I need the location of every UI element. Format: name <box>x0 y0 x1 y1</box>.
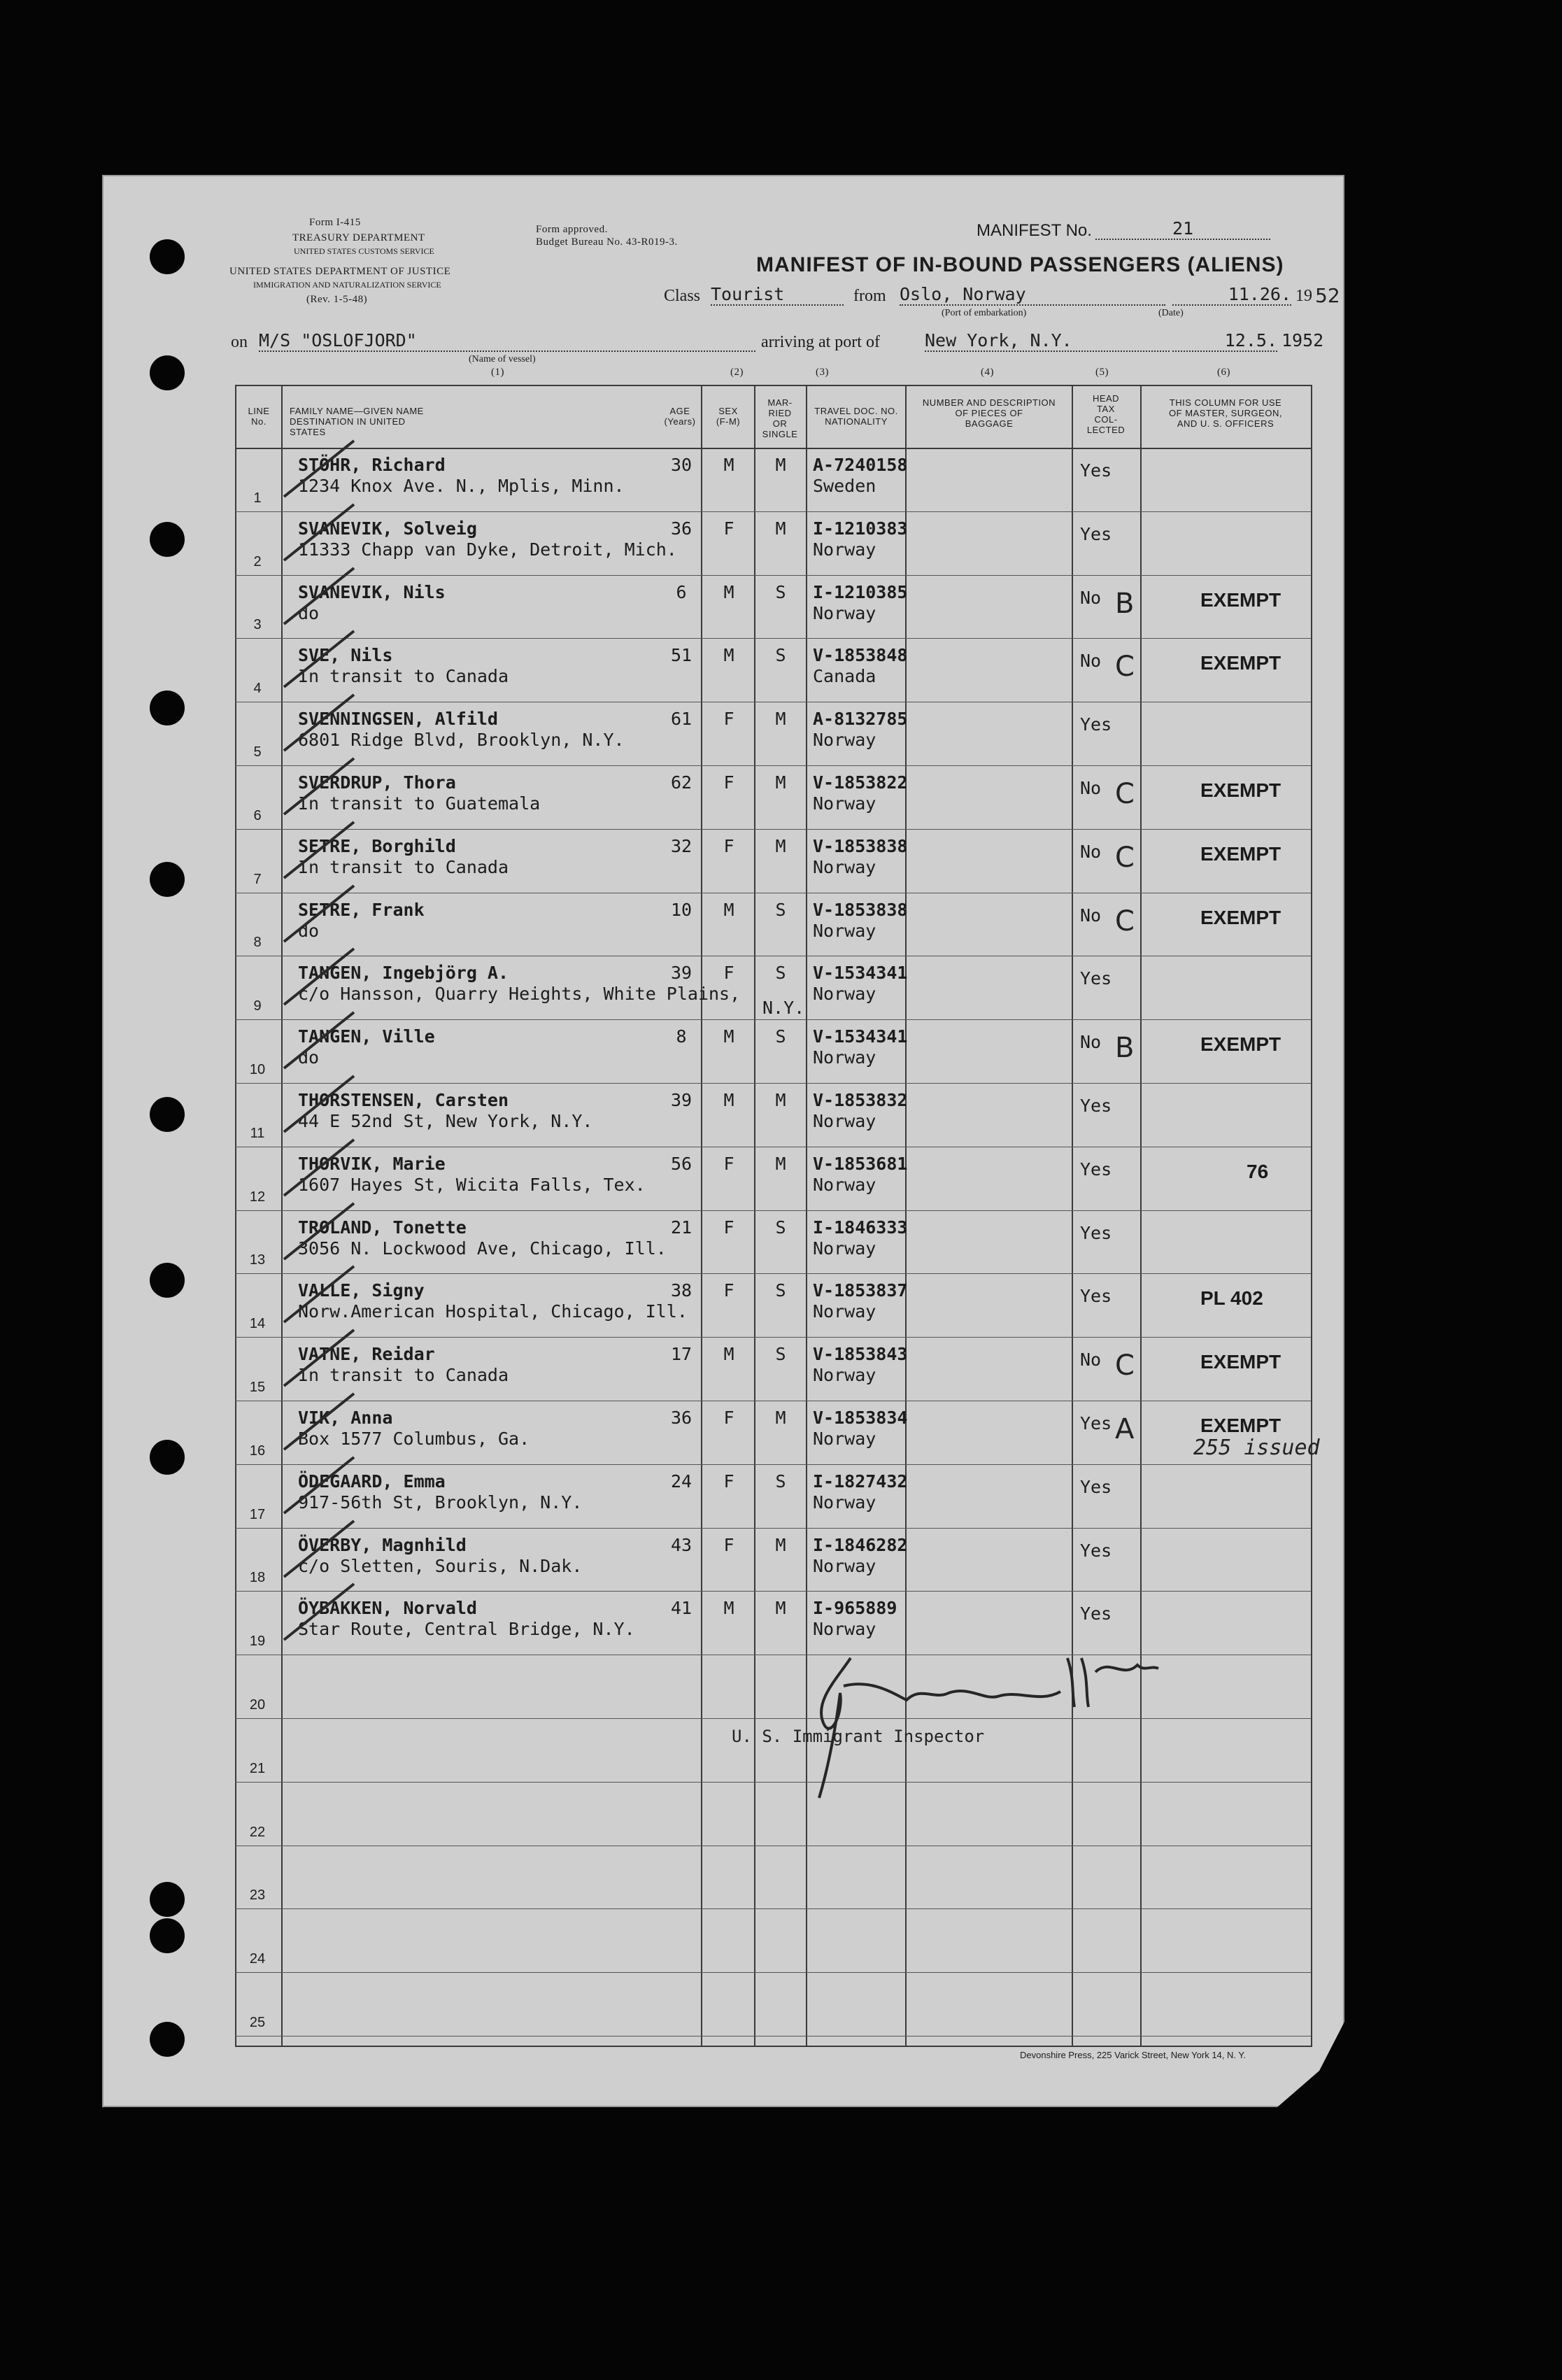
marital-status: M <box>775 455 786 475</box>
age: 61 <box>670 709 693 730</box>
sex: F <box>723 1280 734 1301</box>
head-tax: No <box>1080 651 1102 672</box>
age: 36 <box>670 1408 693 1428</box>
destination: In transit to Canada <box>298 666 509 687</box>
sex: F <box>723 772 734 793</box>
travel-doc-no: V-1853832 <box>813 1090 908 1110</box>
line-number: 22 <box>249 1824 266 1840</box>
travel-doc-no: I-1827432 <box>813 1471 908 1492</box>
ins-service: IMMIGRATION AND NATURALIZATION SERVICE <box>253 280 441 290</box>
justice-department: UNITED STATES DEPARTMENT OF JUSTICE <box>229 266 451 277</box>
marital-status: M <box>775 835 786 856</box>
nationality: Norway <box>813 1174 876 1195</box>
marital-status: M <box>775 772 786 793</box>
row-divider <box>235 2036 1311 2037</box>
punch-hole <box>150 239 185 274</box>
sex: F <box>723 709 734 730</box>
officer-mark: C <box>1115 841 1135 874</box>
punch-hole <box>150 1882 185 1917</box>
class-label: Class <box>664 287 701 305</box>
line-number: 6 <box>253 807 262 823</box>
officer-mark: C <box>1115 905 1135 937</box>
destination-continued: N.Y. <box>762 998 805 1019</box>
check-mark <box>277 1514 361 1584</box>
destination: 11333 Chapp van Dyke, Detroit, Mich. <box>298 539 677 560</box>
line-number: 2 <box>253 553 262 569</box>
officer-note: EXEMPT <box>1200 652 1281 674</box>
nationality: Norway <box>813 1047 876 1068</box>
nationality: Norway <box>813 793 876 814</box>
destination: 3056 N. Lockwood Ave, Chicago, Ill. <box>298 1238 667 1259</box>
column-number-2: (2) <box>730 367 744 378</box>
marital-status: M <box>775 518 786 539</box>
row-divider <box>235 829 1311 830</box>
age: 21 <box>670 1217 693 1238</box>
sex: M <box>723 1090 734 1110</box>
punch-hole <box>150 355 185 390</box>
nationality: Norway <box>813 602 876 623</box>
age: 36 <box>670 518 693 539</box>
from-label: from <box>853 287 886 305</box>
travel-doc-no: V-1534341 <box>813 963 908 984</box>
nationality: Norway <box>813 1365 876 1386</box>
travel-doc-no: V-1853681 <box>813 1153 908 1174</box>
row-divider <box>235 1972 1311 1973</box>
line-number: 17 <box>249 1506 266 1522</box>
row-divider <box>235 511 1311 512</box>
nationality: Norway <box>813 1619 876 1640</box>
sex: M <box>723 645 734 666</box>
passenger-name: SETRE, Borghild <box>298 835 456 856</box>
marital-status: M <box>775 1090 786 1110</box>
revision-date: (Rev. 1-5-48) <box>306 294 368 305</box>
punch-hole <box>150 1097 185 1132</box>
marital-status: S <box>775 581 786 602</box>
destination: 1234 Knox Ave. N., Mplis, Minn. <box>298 476 625 496</box>
marital-status: M <box>775 1153 786 1174</box>
nationality: Canada <box>813 666 876 687</box>
head-tax: No <box>1080 841 1102 862</box>
line-number: 12 <box>249 1189 266 1205</box>
vessel-name: M/S "OSLOFJORD" <box>259 330 755 352</box>
check-mark <box>277 1196 361 1266</box>
officer-note: EXEMPT <box>1200 1033 1281 1056</box>
manifest-title: MANIFEST OF IN-BOUND PASSENGERS (ALIENS) <box>756 253 1284 276</box>
row-divider <box>235 1083 1311 1084</box>
travel-doc-no: I-1210383 <box>813 518 908 539</box>
travel-doc-no: V-1853822 <box>813 772 908 793</box>
check-mark <box>277 434 361 504</box>
column-number-4: (4) <box>981 367 994 378</box>
travel-doc-no: A-7240158 <box>813 455 908 475</box>
check-mark <box>277 1387 361 1457</box>
vessel-caption: (Name of vessel) <box>469 354 536 364</box>
row-divider <box>235 1019 1311 1020</box>
check-mark <box>277 1577 361 1647</box>
marital-status: M <box>775 709 786 730</box>
form-number: Form I-415 <box>309 217 361 228</box>
inspector-caption: U. S. Immigrant Inspector <box>732 1727 985 1746</box>
nationality: Norway <box>813 539 876 560</box>
nationality: Norway <box>813 856 876 877</box>
check-mark <box>277 688 361 758</box>
arrival-port: New York, N.Y. <box>925 330 1170 352</box>
marital-status: S <box>775 1026 786 1047</box>
age: 56 <box>670 1153 693 1174</box>
passenger-name: TANGEN, Ville <box>298 1026 435 1047</box>
row-divider <box>235 1210 1311 1211</box>
head-tax: Yes <box>1080 1159 1112 1180</box>
age: 6 <box>676 581 687 602</box>
row-divider <box>235 1464 1311 1465</box>
line-number: 10 <box>249 1062 266 1077</box>
check-mark <box>277 815 361 885</box>
destination: In transit to Guatemala <box>298 793 541 814</box>
row-divider <box>235 1528 1311 1529</box>
head-tax: Yes <box>1080 714 1112 735</box>
age: 10 <box>670 899 693 920</box>
destination: 6801 Ridge Blvd, Brooklyn, N.Y. <box>298 730 625 751</box>
punch-hole <box>150 690 185 725</box>
header-officers: THIS COLUMN FOR USE OF MASTER, SURGEON, AND U. S. OFFICERS <box>1169 397 1282 429</box>
destination: do <box>298 602 320 623</box>
punch-hole <box>150 862 185 897</box>
sex: F <box>723 1153 734 1174</box>
marital-status: S <box>775 645 786 666</box>
officer-note: EXEMPT <box>1200 779 1281 801</box>
row-divider <box>235 575 1311 576</box>
passenger-name: VALLE, Signy <box>298 1280 425 1301</box>
passenger-name: SVENNINGSEN, Alfild <box>298 709 498 730</box>
head-tax: Yes <box>1080 523 1112 544</box>
age: 39 <box>670 963 693 984</box>
sex: F <box>723 1534 734 1555</box>
marital-status: S <box>775 963 786 984</box>
officer-note-2: 255 issued <box>1193 1436 1320 1460</box>
budget-bureau: Budget Bureau No. 43-R019-3. <box>536 236 678 248</box>
officer-note: PL 402 <box>1200 1287 1263 1310</box>
line-number: 14 <box>249 1316 266 1332</box>
inspector-signature <box>732 1637 1151 1805</box>
passenger-name: VATNE, Reidar <box>298 1344 435 1365</box>
travel-doc-no: V-1853838 <box>813 835 908 856</box>
officer-mark: B <box>1115 587 1135 620</box>
sex: M <box>723 455 734 475</box>
header-name: FAMILY NAME—GIVEN NAME DESTINATION IN UNITED STATES <box>290 406 424 437</box>
sex: M <box>723 581 734 602</box>
line-number: 7 <box>253 871 262 887</box>
sex: F <box>723 963 734 984</box>
age: 39 <box>670 1090 693 1110</box>
row-divider <box>235 765 1311 766</box>
row-divider <box>235 1337 1311 1338</box>
travel-doc-no: I-1846333 <box>813 1217 908 1238</box>
travel-doc-no: V-1853848 <box>813 645 908 666</box>
line-number: 23 <box>249 1887 266 1904</box>
line-number: 21 <box>249 1760 266 1776</box>
column-number-6: (6) <box>1217 367 1230 378</box>
marital-status: S <box>775 1471 786 1492</box>
marital-status: M <box>775 1534 786 1555</box>
nationality: Norway <box>813 1111 876 1131</box>
passenger-name: VIK, Anna <box>298 1408 393 1428</box>
travel-doc-no: A-8132785 <box>813 709 908 730</box>
officer-note: EXEMPT <box>1200 1415 1281 1436</box>
sex: F <box>723 1471 734 1492</box>
age: 43 <box>670 1534 693 1555</box>
sex: F <box>723 835 734 856</box>
officer-note: EXEMPT <box>1200 906 1281 928</box>
passenger-name: STÖHR, Richard <box>298 455 446 475</box>
sex: M <box>723 1344 734 1365</box>
head-tax: No <box>1080 778 1102 798</box>
form-approved: Form approved. <box>536 224 608 235</box>
line-number: 5 <box>253 744 262 760</box>
officer-mark: B <box>1115 1032 1135 1065</box>
officer-note: EXEMPT <box>1200 1351 1281 1373</box>
travel-doc-no: V-1534341 <box>813 1026 908 1047</box>
sex: F <box>723 1217 734 1238</box>
column-number-3: (3) <box>816 367 829 378</box>
on-label: on <box>231 333 248 351</box>
departure-year-suffix: 52 <box>1315 284 1340 307</box>
header-age: AGE (Years) <box>664 406 696 427</box>
marital-status: S <box>775 1280 786 1301</box>
embarkation-caption: (Port of embarkation) <box>942 308 1027 318</box>
line-number: 19 <box>249 1634 266 1650</box>
check-mark <box>277 624 361 694</box>
destination: do <box>298 1047 320 1068</box>
age: 32 <box>670 835 693 856</box>
marital-status: M <box>775 1598 786 1619</box>
sex: F <box>723 518 734 539</box>
officer-note: EXEMPT <box>1200 588 1281 611</box>
header-baggage: NUMBER AND DESCRIPTION OF PIECES OF BAGGAGE <box>922 397 1056 429</box>
head-tax: Yes <box>1080 1096 1112 1116</box>
check-mark <box>277 1005 361 1075</box>
marital-status: S <box>775 1344 786 1365</box>
nationality: Norway <box>813 1429 876 1449</box>
head-tax: No <box>1080 905 1102 926</box>
column-rule <box>701 385 702 2046</box>
line-number: 9 <box>253 998 262 1014</box>
passenger-name: ÖVERBY, Magnhild <box>298 1534 467 1555</box>
travel-doc-no: I-1210385 <box>813 581 908 602</box>
nationality: Norway <box>813 1492 876 1513</box>
class-value: Tourist <box>711 284 844 306</box>
treasury-department: TREASURY DEPARTMENT <box>292 232 425 243</box>
line-number: 13 <box>249 1252 266 1268</box>
line-number: 24 <box>249 1951 266 1967</box>
passenger-name: SVANEVIK, Nils <box>298 581 446 602</box>
line-number: 3 <box>253 617 262 633</box>
nationality: Norway <box>813 1238 876 1259</box>
officer-mark: A <box>1115 1413 1135 1445</box>
nationality: Norway <box>813 984 876 1005</box>
punch-hole <box>150 1440 185 1475</box>
check-mark <box>277 1323 361 1393</box>
officer-note: EXEMPT <box>1200 842 1281 865</box>
travel-doc-no: V-1853837 <box>813 1280 908 1301</box>
nationality: Norway <box>813 1301 876 1322</box>
manifest-number-label: MANIFEST No. <box>977 221 1092 240</box>
header-travel-doc: TRAVEL DOC. NO. NATIONALITY <box>814 406 898 427</box>
arriving-label: arriving at port of <box>761 333 880 351</box>
line-number: 15 <box>249 1380 266 1395</box>
age: 38 <box>670 1280 693 1301</box>
officer-mark: C <box>1115 651 1135 683</box>
age: 24 <box>670 1471 693 1492</box>
marital-status: S <box>775 899 786 920</box>
head-tax: No <box>1080 1350 1102 1370</box>
passenger-name: THORSTENSEN, Carsten <box>298 1090 509 1110</box>
marital-status: M <box>775 1408 786 1428</box>
embarkation-port: Oslo, Norway <box>900 284 1165 306</box>
printer-imprint: Devonshire Press, 225 Varick Street, New York 14, N. Y. <box>1020 2050 1246 2060</box>
head-tax: Yes <box>1080 1603 1112 1624</box>
age: 8 <box>676 1026 687 1047</box>
line-number: 20 <box>249 1697 266 1713</box>
passenger-name: SVE, Nils <box>298 645 393 666</box>
marital-status: S <box>775 1217 786 1238</box>
punch-hole <box>150 2022 185 2057</box>
customs-service: UNITED STATES CUSTOMS SERVICE <box>294 246 434 256</box>
row-divider <box>235 1273 1311 1274</box>
passenger-name: THORVIK, Marie <box>298 1153 446 1174</box>
line-number: 4 <box>253 681 262 697</box>
age: 41 <box>670 1598 693 1619</box>
destination: 1607 Hayes St, Wicita Falls, Tex. <box>298 1174 646 1195</box>
officer-note: 76 <box>1247 1160 1269 1182</box>
manifest-number: 21 <box>1095 218 1270 240</box>
line-number: 18 <box>249 1570 266 1586</box>
passenger-name: SETRE, Frank <box>298 899 425 920</box>
column-number-1: (1) <box>491 367 504 378</box>
travel-doc-no: V-1853834 <box>813 1408 908 1428</box>
arrival-year: 1952 <box>1281 330 1324 350</box>
head-tax: No <box>1080 587 1102 608</box>
punch-hole <box>150 522 185 557</box>
passenger-name: TROLAND, Tonette <box>298 1217 467 1238</box>
passenger-name: SVANEVIK, Solveig <box>298 518 477 539</box>
punch-hole <box>150 1263 185 1298</box>
column-number-5: (5) <box>1095 367 1109 378</box>
header-rule <box>235 448 1311 449</box>
age: 17 <box>670 1344 693 1365</box>
header-married: MAR- RIED OR SINGLE <box>762 397 798 439</box>
head-tax: Yes <box>1080 1413 1112 1433</box>
sex: M <box>723 899 734 920</box>
destination: 44 E 52nd St, New York, N.Y. <box>298 1111 593 1131</box>
manifest-sheet <box>102 175 1344 2107</box>
row-divider <box>235 1591 1311 1592</box>
travel-doc-no: I-965889 <box>813 1598 897 1619</box>
destination: c/o Hansson, Quarry Heights, White Plains, <box>298 984 741 1005</box>
passenger-name: SVERDRUP, Thora <box>298 772 456 793</box>
line-number: 16 <box>249 1443 266 1459</box>
nationality: Norway <box>813 730 876 751</box>
check-mark <box>277 1450 361 1520</box>
head-tax: Yes <box>1080 1540 1112 1561</box>
destination: Norw.American Hospital, Chicago, Ill. <box>298 1301 688 1322</box>
travel-doc-no: I-1846282 <box>813 1534 908 1555</box>
travel-doc-no: V-1853843 <box>813 1344 908 1365</box>
line-number: 1 <box>253 490 262 506</box>
destination: In transit to Canada <box>298 1365 509 1386</box>
officer-mark: C <box>1115 1350 1135 1382</box>
head-tax: Yes <box>1080 460 1112 481</box>
head-tax: Yes <box>1080 968 1112 989</box>
line-number: 25 <box>249 2015 266 2030</box>
departure-year-prefix: 19 <box>1295 287 1312 305</box>
sex: M <box>723 1026 734 1047</box>
destination: do <box>298 920 320 941</box>
punch-hole <box>150 1918 185 1953</box>
check-mark <box>277 1133 361 1203</box>
check-mark <box>277 751 361 821</box>
row-divider <box>235 1908 1311 1909</box>
destination: Star Route, Central Bridge, N.Y. <box>298 1619 635 1640</box>
departure-date: 11.26. <box>1172 284 1291 306</box>
head-tax: Yes <box>1080 1286 1112 1307</box>
check-mark <box>277 497 361 567</box>
date-caption: (Date) <box>1158 308 1184 318</box>
header-head-tax: HEAD TAX COL- LECTED <box>1086 393 1126 435</box>
check-mark <box>277 1259 361 1329</box>
check-mark <box>277 1069 361 1139</box>
passenger-name: TANGEN, Ingebjörg A. <box>298 963 509 984</box>
head-tax: Yes <box>1080 1222 1112 1243</box>
sex: F <box>723 1408 734 1428</box>
age: 51 <box>670 645 693 666</box>
passenger-name: ÖYBAKKEN, Norvald <box>298 1598 477 1619</box>
arrival-date: 12.5. <box>1172 330 1277 352</box>
age: 62 <box>670 772 693 793</box>
officer-mark: C <box>1115 778 1135 810</box>
nationality: Norway <box>813 1555 876 1576</box>
header-sex: SEX (F-M) <box>716 406 741 427</box>
header-line-no: LINE No. <box>248 406 270 427</box>
travel-doc-no: V-1853838 <box>813 899 908 920</box>
torn-corner <box>1277 2022 1344 2107</box>
check-mark <box>277 561 361 631</box>
check-mark <box>277 942 361 1012</box>
destination: c/o Sletten, Souris, N.Dak. <box>298 1555 583 1576</box>
destination: In transit to Canada <box>298 856 509 877</box>
passenger-name: ÖDEGAARD, Emma <box>298 1471 446 1492</box>
row-divider <box>235 638 1311 639</box>
nationality: Sweden <box>813 476 876 496</box>
sex: M <box>723 1598 734 1619</box>
head-tax: No <box>1080 1032 1102 1053</box>
destination: Box 1577 Columbus, Ga. <box>298 1429 530 1449</box>
destination: 917-56th St, Brooklyn, N.Y. <box>298 1492 583 1513</box>
line-number: 8 <box>253 935 262 951</box>
head-tax: Yes <box>1080 1476 1112 1497</box>
nationality: Norway <box>813 920 876 941</box>
age: 30 <box>670 455 693 475</box>
check-mark <box>277 879 361 949</box>
line-number: 11 <box>250 1125 265 1141</box>
